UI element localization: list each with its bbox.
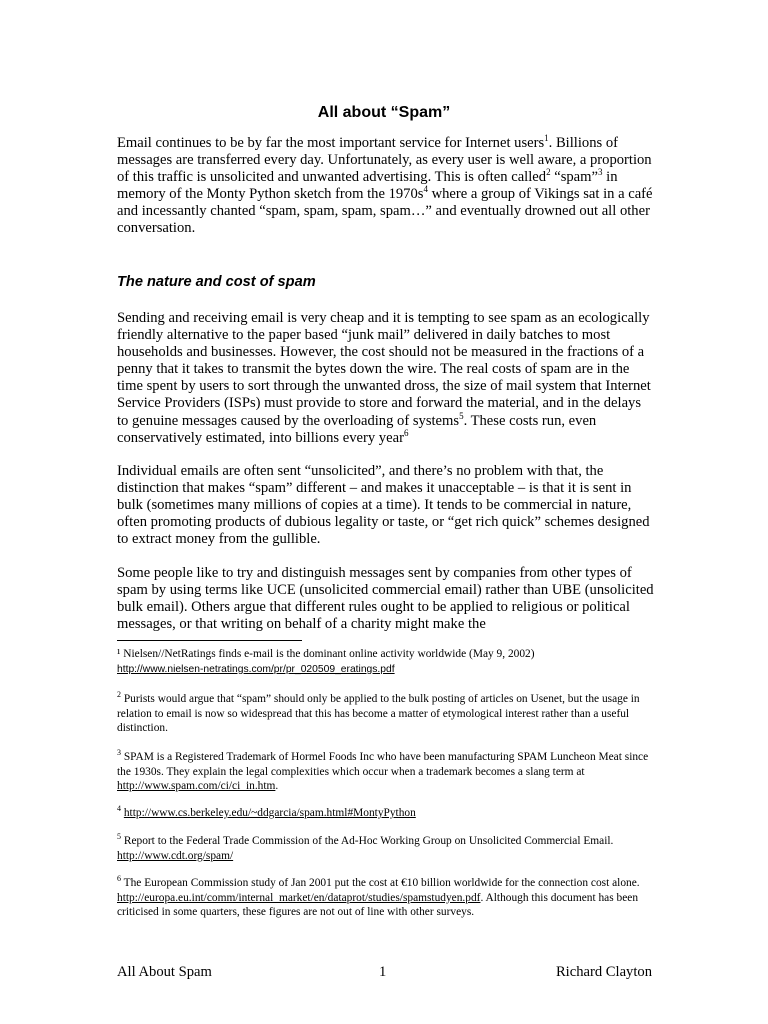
footnote-4-link[interactable]: http://www.cs.berkeley.edu/~ddgarcia/spam.html#MontyPython: [123, 807, 416, 819]
footnote-1-link[interactable]: http://www.nielsen-netratings.com/pr/pr_020509_eratings.pdf: [117, 663, 395, 675]
footnote-ref-5[interactable]: 5: [459, 410, 464, 421]
footer-page-number: 1: [379, 964, 387, 980]
page-title: All about “Spam”: [317, 104, 451, 121]
footer-author: Richard Clayton: [555, 964, 652, 980]
uce-paragraph: Some people like to try and distinguish messages sent by companies from other types of spam by using terms like UCE (unsolicited commercial email) rather than UBE (unsolicited bulk email). Others argue that different rules ought to be applied to religious or political messages, or that writing on behalf of a charity might make the: [117, 565, 654, 633]
footnote-ref-6[interactable]: 6: [403, 427, 409, 438]
footnote-2: $^2$ Purists would argue that “spam” should only be applied to the bulk posting of articles on Usenet, but the usage in relation to email is now so widespread that this has become a matter of etymological interest rather than a useful distinction.: [117, 690, 640, 735]
intro-paragraph: Email continues to be by far the most important service for Internet users$^1$. Billions of messages are transferred every day. Unfortunately, as every user is well aware, a proportion of this traffic is unsolicited and unwanted advertising. This is often called$^2$ “spam”$^3$ in memory of the Monty Python sketch from the $1970s^4$ where a group of Vikings sat in a café and incessantly chanted “spam, spam, spam, spam…” and eventually drowned out all other conversation.: [117, 133, 653, 237]
footnote-5-link[interactable]: http://www.cdt.org/spam/: [117, 849, 234, 862]
footnote-6-link[interactable]: http://europa.eu.int/comm/internal_market/en/dataprot/studies/spamstudyen.pdf: [117, 891, 481, 904]
footnote-4: $^4$ http://www.cs.berkeley.edu/~ddgarcia/spam.html#MontyPython: [117, 804, 416, 819]
footnote-ref-4[interactable]: 4: [423, 184, 428, 195]
footnote-3-link[interactable]: http://www.spam.com/ci/ci_in.htm: [117, 780, 276, 793]
footnote-3: $^3$ SPAM is a Registered Trademark of Hormel Foods Inc who have been manufacturing SPAM Luncheon Meat since the 1930s. They explain the legal complexities which occur when a trademark becomes a slang term at http://www.spam.com/ci/ci_in.htm.: [117, 748, 649, 793]
footnote-ref-2[interactable]: 2: [546, 167, 551, 178]
footnote-6: $^6$ The European Commission study of Jan 2001 put the cost at €10 billion worldwide for the connection cost alone. http://europa.eu.int/comm/internal_market/en/dataprot/studies/spamstudyen.pdf. Although this document has been criticised in some quarters, these figures are not out of line with other surveys.: [117, 874, 640, 919]
footnote-1: ¹ Nielsen//NetRatings finds e-mail is the dominant online activity worldwide (May 9, 2002) http://www.nielsen-netratings.com/pr/pr_020509_eratings.pdf: [117, 648, 535, 675]
footer-doc-title: All About Spam: [117, 964, 212, 980]
footnote-ref-1[interactable]: 1: [544, 133, 549, 144]
cost-paragraph: Sending and receiving email is very cheap and it is tempting to see spam as an ecologically friendly alternative to the paper based “junk mail” delivered in daily batches to most households and businesses. However, the cost should not be measured in the fractions of a penny that it takes to transmit the bytes down the wire. The real costs of spam are in the time spent by users to sort through the unwanted dross, the size of mail system that Internet Service Providers (ISPs) must provide to store and forward the material, and in the delays to genuine messages caused by the overloading of systems$^5$. These costs run, even conservatively estimated, into billions every year$^6$: [117, 310, 651, 446]
section-heading: The nature and cost of spam: [117, 274, 316, 290]
footnote-5: $^5$ Report to the Federal Trade Commission of the Ad-Hoc Working Group on Unsolicited Commercial Email. http://www.cdt.org/spam/: [117, 832, 614, 862]
unsolicited-paragraph: Individual emails are often sent “unsolicited”, and there’s no problem with that, the distinction that makes “spam” different – and makes it unacceptable – is that it is sent in bulk (sometimes many millions of copies at a time). It tends to be commercial in nature, often promoting products of dubious legality or taste, or “get rich quick” schemes designed to extract money from the gullible.: [117, 463, 650, 548]
footnote-ref-3[interactable]: 3: [598, 167, 603, 178]
footnote-divider: [117, 640, 302, 641]
